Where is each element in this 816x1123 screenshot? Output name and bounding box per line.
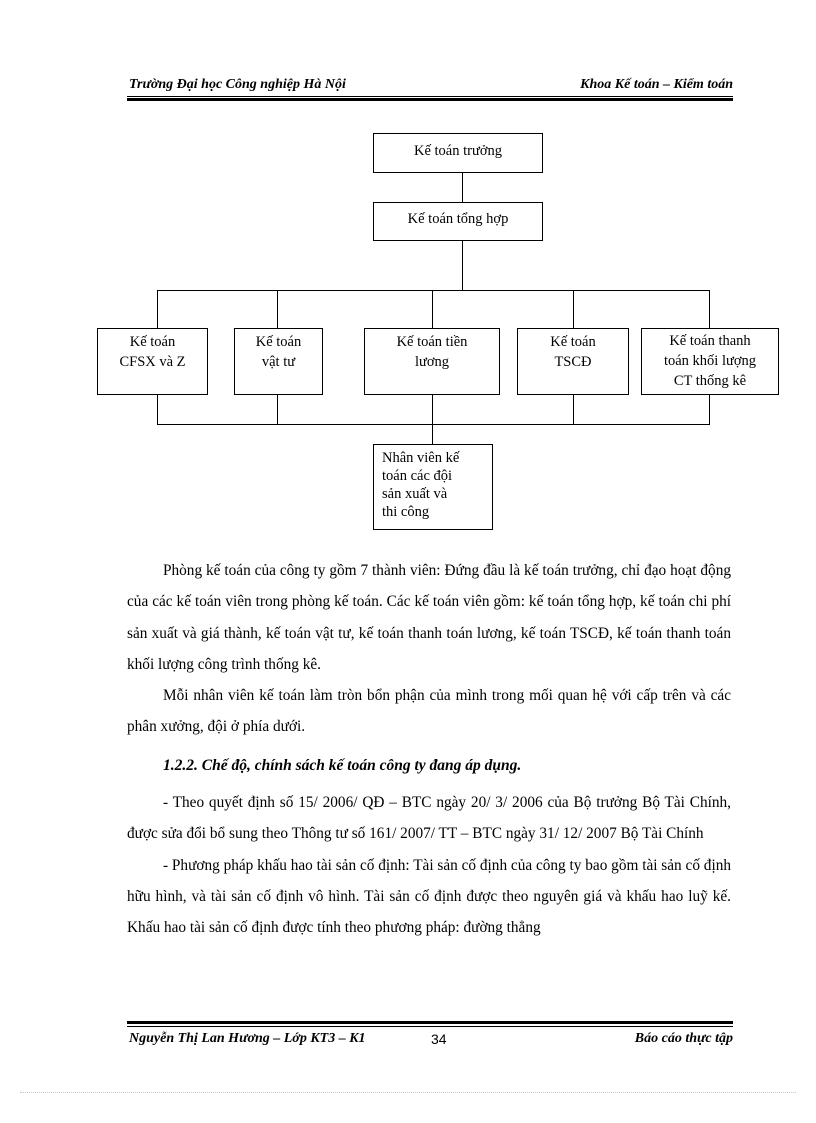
header-rule-thick (127, 98, 733, 101)
box-dept-cfsx (97, 328, 208, 395)
footer-author: Nguyễn Thị Lan Hương – Lớp KT3 – K1 (129, 1031, 366, 1046)
connector (432, 395, 433, 424)
box-chief-accountant (373, 133, 543, 173)
connector (709, 290, 710, 328)
dept-line: Kế toán (129, 334, 176, 350)
dept-line: Kế toán (550, 334, 596, 350)
paragraph: Phòng kế toán của công ty gồm 7 thành viên: Đứng đầu là kế toán trưởng, chỉ đạo hoạt động của các kế toán viên trong phòng kế toán. Các kế toán viên gồm: kế toán tổng hợp, kế toán chi phí sản xuất và giá thành, kế toán vật tư, kế toán thanh toán lương, kế toán TSCĐ, kế toán thanh toán khối lượng công trình thống kê. (127, 562, 731, 673)
box-dept-materials (234, 328, 323, 395)
connector (157, 290, 710, 291)
box-general-accountant (373, 202, 543, 241)
staff-line: sản xuất và (382, 486, 448, 502)
page-header (127, 76, 733, 96)
dept-line: toán khối lượng (663, 353, 757, 369)
dept-line: lương (414, 354, 450, 370)
connector (157, 290, 158, 328)
dept-line: CFSX và Z (119, 354, 186, 370)
box-dept-settlement (641, 328, 779, 395)
connector (277, 395, 278, 424)
header-university: Trường Đại học Công nghiệp Hà Nội (129, 77, 346, 92)
connector (432, 290, 433, 328)
chief-label: Kế toán trưởng (413, 143, 502, 159)
connector (157, 395, 158, 424)
connector (277, 290, 278, 328)
staff-line: Nhân viên kế (382, 450, 460, 466)
footer-report-type: Báo cáo thực tập (634, 1031, 733, 1046)
header-faculty: Khoa Kế toán – Kiểm toán (580, 77, 733, 92)
staff-line: thi công (382, 504, 430, 520)
paragraph: - Theo quyết định số 15/ 2006/ QĐ – BTC ngày 20/ 3/ 2006 của Bộ trưởng Bộ Tài Chính, được sửa đổi bổ sung theo Thông tư số 161/ 2007/ TT – BTC ngày 31/ 12/ 2007 Bộ Tài Chính (127, 794, 731, 843)
dept-line: vật tư (261, 354, 296, 370)
body-section-policies (127, 787, 731, 943)
box-dept-payroll (364, 328, 500, 395)
box-dept-fixed-assets (517, 328, 629, 395)
general-label: Kế toán tổng hợp (407, 211, 509, 227)
connector (462, 241, 463, 290)
box-field-staff (373, 444, 493, 530)
page-bottom-border (20, 1092, 796, 1093)
paragraph: - Phương pháp khấu hao tài sản cố định: Tài sản cố định của công ty bao gồm tài sản cố định hữu hình, và tài sản cố định vô hình. Tài sản cố định được theo nguyên giá và khấu hao luỹ kế. Khấu hao tài sản cố định được tính theo phương pháp: đường thẳng (127, 856, 731, 937)
paragraph: Mỗi nhân viên kế toán làm tròn bổn phận của mình trong mối quan hệ với cấp trên và các phân xưởng, đội ở phía dưới. (127, 687, 731, 736)
connector (573, 395, 574, 424)
page-footer (127, 1031, 733, 1051)
body-section-intro (127, 555, 731, 743)
staff-line: toán các đội (382, 468, 453, 484)
footer-rule-thick (127, 1021, 733, 1024)
section-heading: 1.2.2. Chế độ, chính sách kế toán công ty đang áp dụng. (163, 757, 522, 774)
footer-rule-thin (127, 1026, 733, 1027)
dept-line: CT thống kê (673, 373, 747, 389)
connector (709, 395, 710, 424)
header-rule-thin (127, 96, 733, 97)
connector (157, 424, 710, 425)
dept-line: Kế toán tiền (396, 334, 468, 350)
dept-line: Kế toán (255, 334, 302, 350)
dept-line: TSCĐ (554, 354, 592, 370)
connector (462, 173, 463, 202)
page-number: 34 (431, 1031, 447, 1047)
connector (432, 424, 433, 444)
connector (573, 290, 574, 328)
dept-line: Kế toán thanh (669, 333, 751, 349)
